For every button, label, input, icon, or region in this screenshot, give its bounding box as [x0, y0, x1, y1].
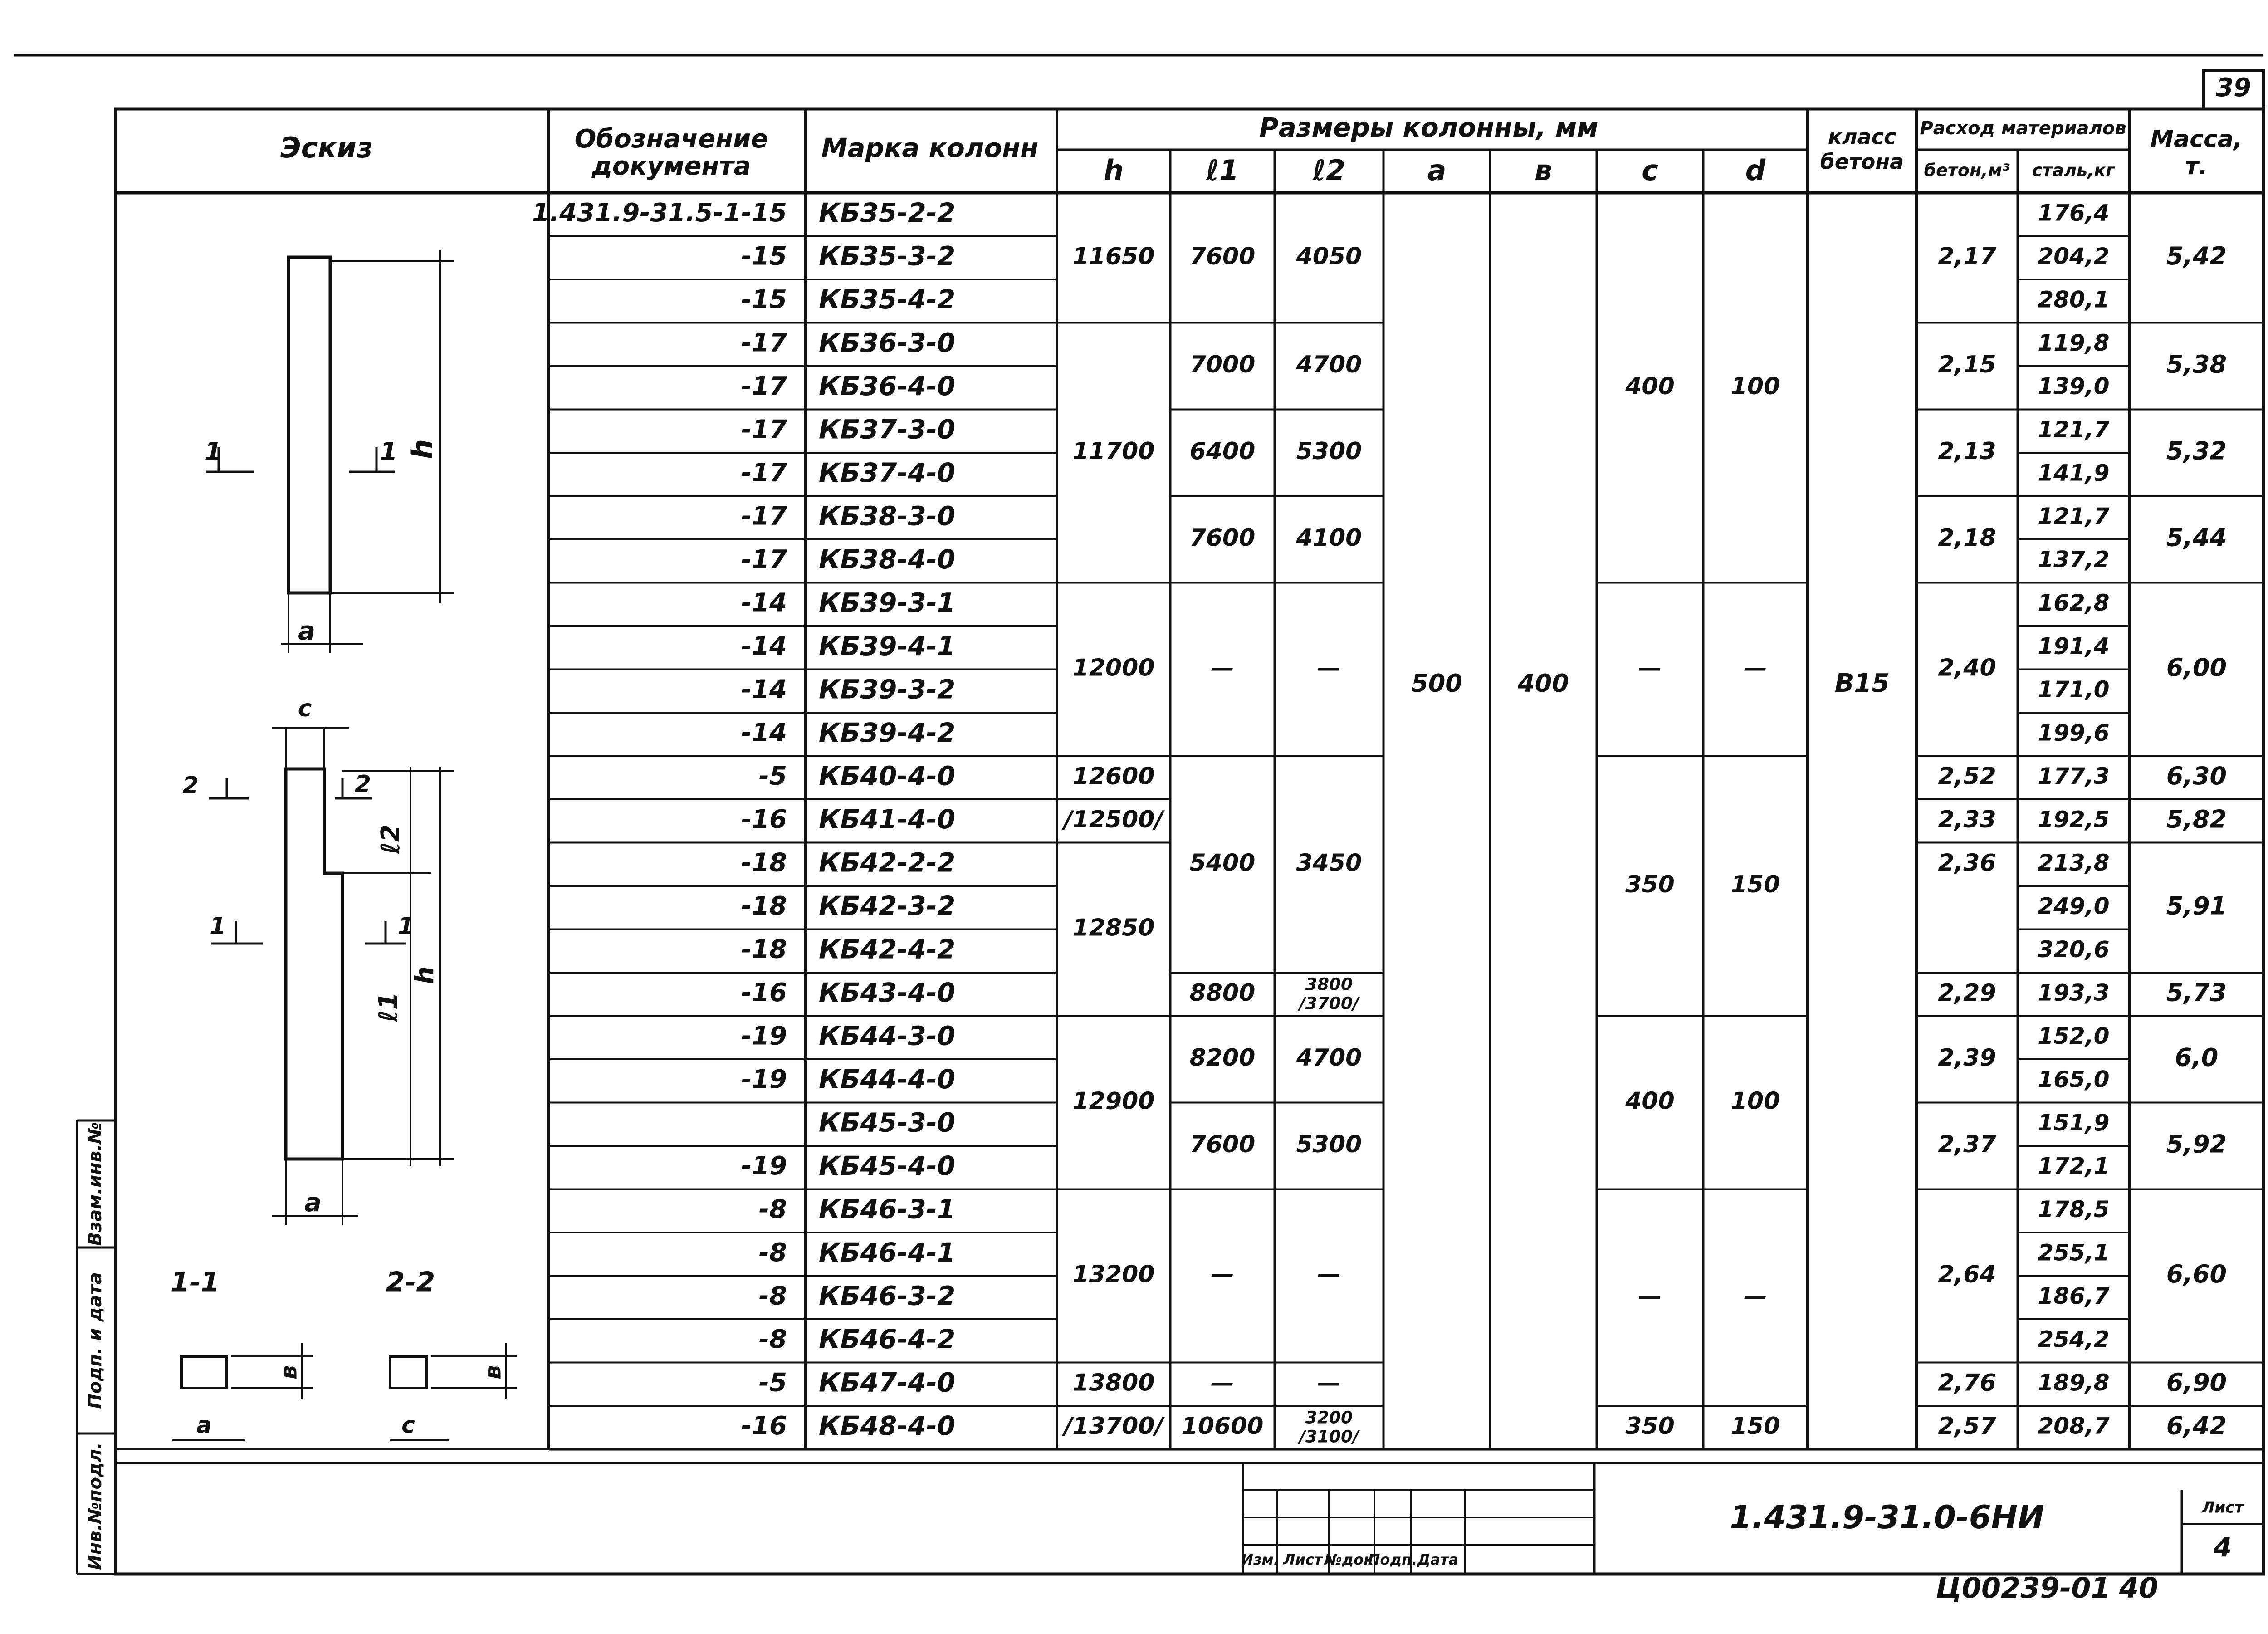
mark-cell: КБ39-3-1	[819, 587, 956, 618]
mass-cell: 5,91	[2166, 891, 2227, 920]
steel-cell: 171,0	[2038, 676, 2110, 703]
mark-cell: КБ48-4-0	[819, 1410, 956, 1441]
mass-cell: 5,92	[2166, 1130, 2227, 1159]
h-cell: 11700	[1072, 438, 1155, 465]
doc-cell: -17	[741, 544, 787, 574]
sheet-number: 39	[2216, 73, 2251, 103]
mark-cell: КБ38-3-0	[819, 500, 956, 532]
steel-cell: 177,3	[2038, 763, 2110, 789]
header-steel-unit: сталь,кг	[2032, 160, 2115, 181]
c-cell: 400	[1625, 372, 1675, 400]
steel-cell: 178,5	[2038, 1196, 2110, 1223]
doc-cell: -14	[741, 588, 787, 618]
doc-cell: -8	[758, 1238, 787, 1267]
dim-h-label: h	[406, 439, 439, 460]
mark-cell: КБ43-4-0	[819, 977, 956, 1008]
l1-cell: 7600	[1189, 524, 1256, 552]
column-elevation-1	[288, 257, 330, 593]
mark-cell: КБ39-4-2	[819, 717, 956, 748]
h-cell: 12900	[1072, 1087, 1155, 1115]
l1-cell: —	[1211, 654, 1234, 682]
l2-cell: /3700/	[1299, 993, 1359, 1013]
dim-c2-label: c	[401, 1412, 415, 1438]
section-1-left: 1	[204, 437, 222, 467]
mass-cell: 6,00	[2166, 653, 2227, 682]
header-mass-line1: Масса,	[2150, 126, 2243, 153]
mark-cell: КБ45-4-0	[819, 1150, 956, 1181]
doc-cell: -8	[758, 1194, 787, 1224]
dim-a2-label: a	[304, 1188, 322, 1218]
doc-cell: -16	[741, 1411, 787, 1441]
header-consumption: Расход материалов	[1920, 118, 2126, 139]
mark-cell: КБ42-2-2	[819, 847, 956, 878]
bottom-code: Ц00239-01	[1936, 1571, 2111, 1605]
steel-cell: 165,0	[2038, 1066, 2110, 1093]
mass-cell: 6,60	[2166, 1260, 2227, 1289]
d-cell: —	[1744, 654, 1767, 682]
doc-cell: -15	[741, 284, 787, 314]
mark-cell: КБ39-3-2	[819, 674, 956, 705]
side-label-inv: Инв.№подл.	[85, 1442, 106, 1570]
header-col-2: ℓ2	[1312, 154, 1346, 187]
mark-cell: КБ35-4-2	[819, 284, 956, 315]
steel-cell: 191,4	[2038, 633, 2110, 660]
steel-cell: 320,6	[2038, 936, 2110, 963]
l2-cell: —	[1317, 654, 1341, 682]
concrete-cell: 2,18	[1938, 524, 1996, 552]
doc-cell: -14	[741, 718, 787, 748]
mark-cell: КБ40-4-0	[819, 760, 956, 792]
c-cell: 350	[1625, 871, 1675, 898]
d-cell: —	[1744, 1282, 1767, 1310]
h-cell: 13200	[1072, 1261, 1155, 1288]
mass-cell: 5,32	[2166, 436, 2227, 465]
c-cell: —	[1638, 1282, 1662, 1310]
mark-cell: КБ46-3-2	[819, 1280, 956, 1311]
doc-cell: -19	[741, 1021, 787, 1051]
doc-cell: -18	[741, 891, 787, 921]
concrete-cell: 2,13	[1938, 438, 1996, 465]
doc-cell: -5	[758, 1368, 787, 1398]
mark-cell: КБ46-4-2	[819, 1323, 956, 1355]
h-cell: 12600	[1072, 763, 1155, 790]
l1-cell: 5400	[1189, 849, 1256, 877]
steel-cell: 213,8	[2038, 849, 2110, 876]
mark-cell: КБ45-3-0	[819, 1107, 956, 1138]
steel-cell: 255,1	[2038, 1239, 2110, 1266]
header-dims: Размеры колонны, мм	[1259, 112, 1598, 143]
doc-cell: -19	[741, 1064, 787, 1094]
mass-cell: 6,42	[2166, 1411, 2227, 1440]
doc-cell: -15	[741, 241, 787, 271]
mark-cell: КБ41-4-0	[819, 803, 956, 835]
mark-cell: КБ36-4-0	[819, 370, 956, 401]
steel-cell: 137,2	[2038, 546, 2110, 573]
doc-cell: -17	[741, 501, 787, 531]
l1-cell: 7000	[1189, 351, 1256, 378]
l2-cell: 3450	[1296, 849, 1362, 877]
stamp-col-0: Изм.	[1241, 1551, 1279, 1568]
doc-cell: -14	[741, 675, 787, 704]
l1-cell: 8800	[1189, 979, 1256, 1007]
l2-cell: —	[1317, 1369, 1341, 1397]
mark-cell: КБ44-4-0	[819, 1063, 956, 1095]
l1-cell: 10600	[1181, 1412, 1264, 1440]
header-mass-line2: т.	[2185, 153, 2208, 180]
steel-cell: 152,0	[2038, 1022, 2110, 1049]
steel-cell: 172,1	[2038, 1153, 2110, 1179]
h-cell: 11650	[1072, 243, 1155, 270]
mark-cell: КБ37-3-0	[819, 414, 956, 445]
h-cell: /13700/	[1064, 1412, 1163, 1440]
steel-cell: 192,5	[2038, 806, 2110, 833]
steel-cell: 121,7	[2038, 416, 2110, 443]
steel-cell: 119,8	[2038, 329, 2110, 356]
l1-cell: —	[1211, 1261, 1234, 1288]
steel-cell: 162,8	[2038, 589, 2110, 616]
doc-cell: -8	[758, 1281, 787, 1311]
mass-cell: 5,42	[2166, 241, 2227, 270]
l1-cell: 7600	[1189, 243, 1256, 270]
steel-cell: 139,0	[2038, 373, 2110, 400]
l2-cell: 4700	[1296, 351, 1362, 378]
concrete-cell: 2,29	[1938, 979, 1996, 1007]
mark-cell: КБ37-4-0	[819, 457, 956, 488]
concrete-cell: 2,40	[1938, 654, 1996, 682]
concrete-cell: 2,64	[1938, 1261, 1996, 1288]
steel-cell: 254,2	[2038, 1326, 2110, 1353]
mark-cell: КБ36-3-0	[819, 327, 956, 358]
l1-cell: 7600	[1189, 1131, 1256, 1158]
d-cell: 100	[1730, 1087, 1780, 1115]
concrete-cell: 2,33	[1938, 806, 1996, 833]
l2-cell: —	[1317, 1261, 1341, 1288]
l2-cell: 4700	[1296, 1044, 1362, 1071]
steel-cell: 176,4	[2038, 200, 2110, 226]
steel-cell: 189,8	[2038, 1369, 2110, 1396]
header-col-4: в	[1534, 154, 1553, 187]
l1-cell: 8200	[1189, 1044, 1256, 1071]
stamp-sheet-label: Лист	[2202, 1498, 2244, 1517]
doc-cell: -17	[741, 328, 787, 358]
mark-cell: КБ42-3-2	[819, 890, 956, 921]
doc-cell: -8	[758, 1324, 787, 1354]
l2-cell: 3200	[1305, 1407, 1353, 1428]
mark-cell: КБ35-3-2	[819, 240, 956, 272]
h-cell: 12000	[1072, 654, 1155, 682]
d-cell: 100	[1730, 372, 1780, 400]
header-doc-line1: Обозначение	[574, 124, 768, 154]
concrete-cell: 2,36	[1938, 849, 1996, 877]
concrete-cell: 2,57	[1938, 1412, 1996, 1440]
mark-cell: КБ39-4-1	[819, 630, 956, 661]
header-col-0: h	[1103, 154, 1124, 187]
mass-cell: 6,90	[2166, 1368, 2227, 1397]
steel-cell: 208,7	[2038, 1413, 2110, 1439]
stamp-designation: 1.431.9-31.0-6НИ	[1730, 1499, 2044, 1536]
section-2-2-shape	[390, 1356, 426, 1388]
steel-cell: 199,6	[2038, 719, 2110, 746]
stamp-col-4: Дата	[1417, 1551, 1459, 1568]
concrete-cell: 2,37	[1938, 1131, 1996, 1158]
header-col-1: ℓ1	[1206, 154, 1239, 187]
d-cell: 150	[1730, 871, 1780, 898]
steel-cell: 186,7	[2038, 1282, 2110, 1309]
mass-cell: 5,82	[2166, 805, 2227, 834]
c-cell: 400	[1625, 1087, 1675, 1115]
l1-cell: 6400	[1189, 438, 1256, 465]
mass-cell: 6,30	[2166, 761, 2227, 790]
dim-a3-label: a	[196, 1412, 212, 1438]
l2-cell: 5300	[1296, 1131, 1362, 1158]
dim-c-label: c	[298, 695, 312, 722]
doc-cell: -16	[741, 978, 787, 1008]
l2-cell: 3800	[1305, 974, 1353, 994]
side-label-sign-date: Подп. и дата	[85, 1272, 106, 1409]
column-sketch	[172, 250, 517, 1440]
section-1-lower-right: 1	[397, 913, 415, 940]
doc-cell: -19	[741, 1151, 787, 1181]
mass-cell: 6,0	[2175, 1043, 2219, 1072]
l2-cell: 4100	[1296, 524, 1362, 552]
stamp-sheet-value: 4	[2213, 1532, 2232, 1563]
section-2-right: 2	[354, 771, 371, 798]
column-elevation-2	[286, 769, 342, 1159]
a-value: 500	[1411, 669, 1462, 698]
stamp-col-2: №док.	[1324, 1551, 1379, 1568]
concrete-class: В15	[1834, 668, 1890, 698]
side-label-replace: Взам.инв.№	[85, 1122, 106, 1246]
header-concrete-unit: бетон,м³	[1924, 160, 2010, 181]
steel-cell: 193,3	[2038, 979, 2110, 1006]
dim-b1-label: в	[275, 1365, 302, 1380]
doc-cell: -18	[741, 934, 787, 964]
doc-cell: -17	[741, 371, 787, 401]
mass-cell: 5,44	[2166, 523, 2227, 552]
mark-cell: КБ46-4-1	[819, 1237, 956, 1268]
header-col-5: c	[1642, 154, 1658, 187]
header-col-3: a	[1427, 154, 1447, 187]
header-sketch: Эскиз	[280, 131, 373, 165]
section-1-right: 1	[380, 437, 398, 467]
l1-cell: —	[1211, 1369, 1234, 1397]
doc-cell: -5	[758, 761, 787, 791]
b-value: 400	[1518, 669, 1569, 698]
section-2-2-title: 2-2	[386, 1266, 435, 1298]
h-cell: /12500/	[1064, 806, 1163, 833]
doc-cell: -17	[741, 415, 787, 445]
doc-cell: 1.431.9-31.5-1-15	[532, 198, 787, 228]
mark-cell: КБ44-3-0	[819, 1020, 956, 1052]
section-2-left: 2	[182, 772, 199, 799]
steel-cell: 249,0	[2038, 893, 2110, 920]
h-cell: 13800	[1072, 1369, 1155, 1397]
header-doc-line2: документа	[591, 152, 751, 181]
steel-cell: 151,9	[2038, 1109, 2110, 1136]
mark-cell: КБ46-3-1	[819, 1194, 956, 1225]
c-cell: —	[1638, 654, 1662, 682]
dim-b2-label: в	[479, 1365, 506, 1380]
dim-h2-label: h	[410, 966, 440, 984]
doc-cell: -17	[741, 458, 787, 488]
header-class-line2: бетона	[1820, 149, 1904, 174]
steel-cell: 280,1	[2038, 286, 2110, 313]
d-cell: 150	[1730, 1412, 1780, 1440]
header-class-line1: класс	[1828, 124, 1897, 149]
stamp-col-3: Подп.	[1368, 1551, 1418, 1568]
c-cell: 350	[1625, 1412, 1675, 1440]
dim-a-label: a	[298, 616, 315, 646]
l2-cell: 5300	[1296, 438, 1362, 465]
doc-cell: -14	[741, 631, 787, 661]
steel-cell: 121,7	[2038, 503, 2110, 529]
l2-cell: 4050	[1296, 243, 1362, 270]
header-col-6: d	[1745, 154, 1766, 187]
concrete-cell: 2,76	[1938, 1369, 1996, 1397]
section-1-lower-left: 1	[209, 913, 226, 940]
mark-cell: КБ42-4-2	[819, 934, 956, 965]
mark-cell: КБ35-2-2	[819, 197, 956, 228]
mark-cell: КБ38-4-0	[819, 543, 956, 575]
doc-cell: -18	[741, 848, 787, 878]
table-frame	[116, 109, 2263, 1574]
doc-cell: -16	[741, 804, 787, 834]
dim-l1-label: ℓ1	[374, 992, 404, 1022]
section-1-1-shape	[181, 1356, 227, 1388]
concrete-cell: 2,52	[1938, 763, 1996, 790]
mark-cell: КБ47-4-0	[819, 1367, 956, 1398]
dim-l2-label: ℓ2	[376, 824, 406, 854]
concrete-cell: 2,39	[1938, 1044, 1996, 1071]
header-mark: Марка колонн	[821, 132, 1039, 164]
h-cell: 12850	[1072, 914, 1155, 942]
mass-cell: 5,73	[2166, 978, 2227, 1007]
section-1-1-title: 1-1	[170, 1266, 220, 1298]
steel-cell: 204,2	[2038, 243, 2110, 269]
bottom-page: 40	[2119, 1571, 2159, 1605]
l2-cell: /3100/	[1299, 1426, 1359, 1447]
concrete-cell: 2,17	[1938, 243, 1996, 270]
stamp-col-1: Лист	[1283, 1551, 1323, 1568]
steel-cell: 141,9	[2038, 460, 2110, 486]
mass-cell: 5,38	[2166, 350, 2227, 379]
concrete-cell: 2,15	[1938, 351, 1996, 378]
